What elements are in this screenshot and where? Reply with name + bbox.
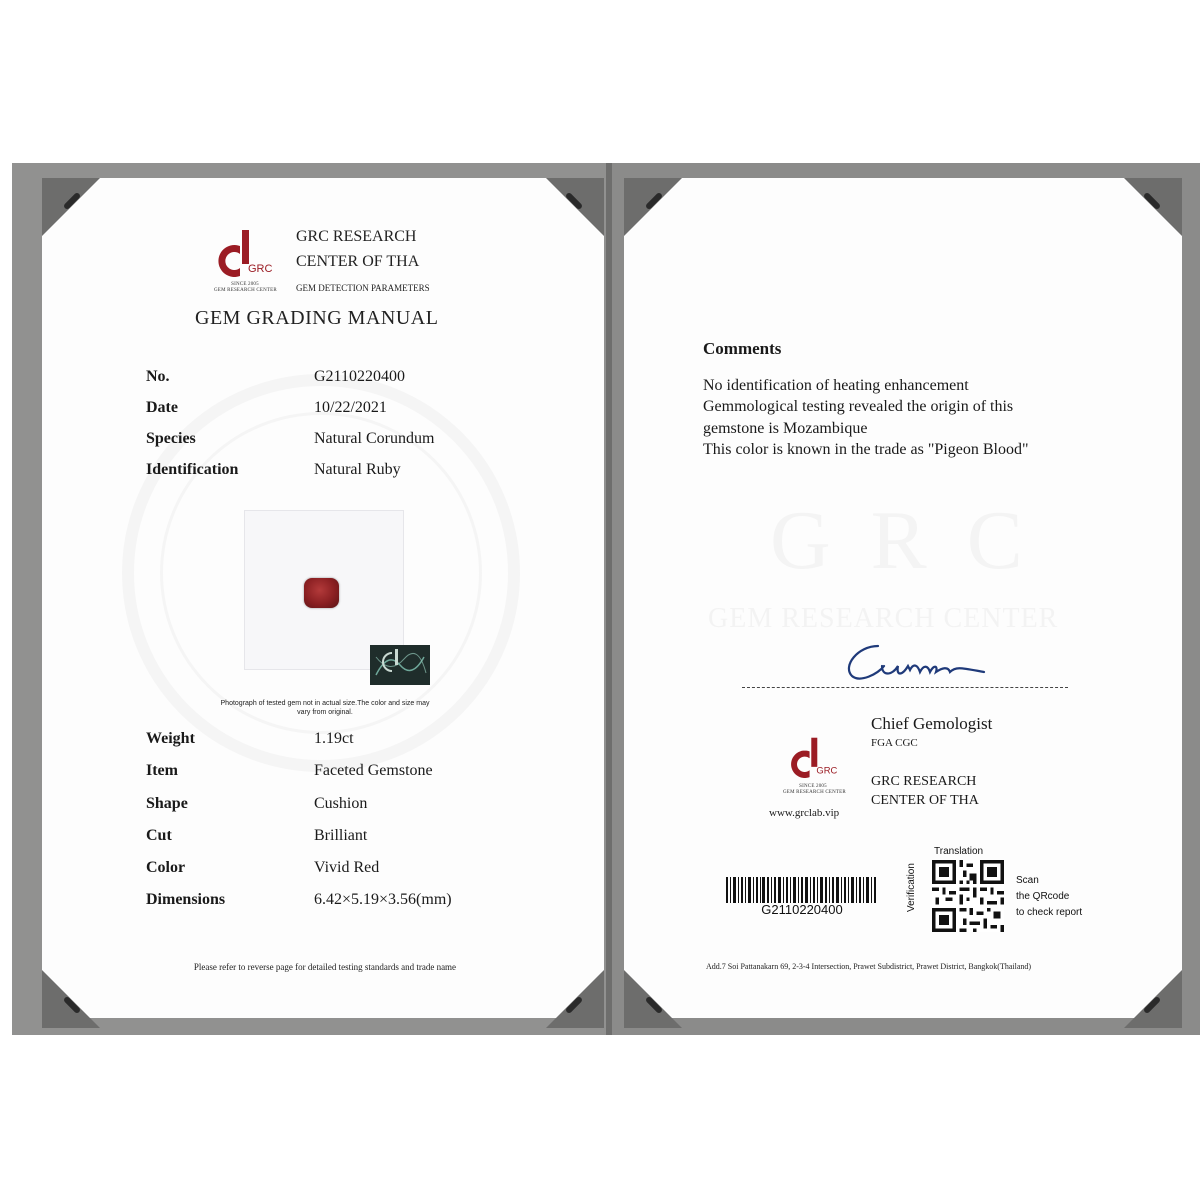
logo-tagline: [214, 282, 276, 294]
field-value-item: Faceted Gemstone: [314, 762, 433, 779]
qr-code-icon[interactable]: [932, 860, 1004, 932]
field-value-no: G2110220400: [314, 368, 405, 385]
field-value-identification: Natural Ruby: [314, 461, 401, 478]
watermark-gem-research-center: GEM RESEARCH CENTER: [708, 603, 1059, 634]
logo-tagline-line2: GEM RESEARCH CENTER: [214, 288, 277, 293]
field-value-dimensions: 6.42×5.19×3.56(mm): [314, 891, 452, 908]
field-value-date: 10/22/2021: [314, 399, 387, 416]
lab-address: Add.7 Soi Pattanakarn 69, 2-3-4 Intersection, Prawet Subdistrict, Prawet District, Bangkok(Thailand): [706, 962, 1032, 971]
field-value-species: Natural Corundum: [314, 430, 435, 447]
qr-hint-line1: Scan: [1016, 875, 1039, 886]
field-value-weight: 1.19ct: [314, 730, 354, 747]
signature-line: [742, 687, 1068, 688]
field-label-shape: Shape: [146, 795, 188, 812]
comments-title: Comments: [703, 339, 782, 358]
lab-name: [296, 224, 419, 274]
field-label-date: Date: [146, 399, 178, 416]
field-label-no: No.: [146, 368, 170, 385]
field-label-species: Species: [146, 430, 196, 447]
comment-line-1: No identification of heating enhancement: [703, 377, 969, 394]
qr-hint-line3: to check report: [1016, 907, 1083, 918]
logo-tagline-line1: SINCE 2005: [231, 282, 259, 287]
comment-line-4: This color is known in the trade as "Pigeon Blood": [703, 441, 1029, 458]
signer-title: Chief Gemologist: [871, 714, 993, 733]
field-value-color: Vivid Red: [314, 859, 380, 876]
barcode-number: G2110220400: [761, 902, 843, 917]
lab-name-right: [871, 772, 979, 810]
lab-name-line2: CENTER OF THA: [296, 253, 420, 270]
qr-translation-label: Translation: [934, 846, 984, 857]
document-title: GEM GRADING MANUAL: [195, 307, 439, 329]
field-label-cut: Cut: [146, 827, 172, 844]
logo-tagline-small-line2: GEM RESEARCH CENTER: [783, 790, 846, 795]
field-label-identification: Identification: [146, 461, 239, 478]
photo-caption: Photograph of tested gem not in actual size.The color and size may vary from original.: [220, 700, 430, 716]
lab-subtitle: GEM DETECTION PARAMETERS: [296, 283, 430, 293]
website-link[interactable]: www.grclab.vip: [769, 807, 840, 819]
signer-credentials: FGA CGC: [871, 737, 918, 749]
grc-logo-icon-small: [790, 736, 836, 784]
field-label-item: Item: [146, 762, 178, 779]
grc-logo-icon: [218, 228, 273, 284]
qr-hint-line2: the QRcode: [1016, 891, 1070, 902]
field-value-shape: Cushion: [314, 795, 368, 812]
field-label-dimensions: Dimensions: [146, 891, 226, 908]
signature-image: [838, 636, 988, 686]
logo-tagline-small: [783, 784, 846, 796]
hologram-sticker-icon: [370, 645, 430, 685]
barcode-icon: [726, 877, 878, 903]
qr-hint: [1016, 873, 1082, 921]
comment-line-3: gemstone is Mozambique: [703, 420, 868, 437]
field-label-color: Color: [146, 859, 186, 876]
logo-text-small: GRC: [816, 764, 838, 776]
watermark-grc: GRC: [770, 494, 1063, 587]
logo-tagline-small-line1: SINCE 2005: [799, 784, 827, 789]
field-label-weight: Weight: [146, 730, 195, 747]
lab-name-right-line1: GRC RESEARCH: [871, 774, 977, 789]
comment-line-2: Gemmological testing revealed the origin of this: [703, 398, 1014, 415]
qr-verification-label: Verification: [906, 863, 917, 912]
field-value-cut: Brilliant: [314, 827, 368, 844]
lab-name-right-line2: CENTER OF THA: [871, 793, 979, 808]
left-page-footer: Please refer to reverse page for detailed testing standards and trade name: [193, 962, 457, 972]
logo-text: GRC: [248, 263, 273, 275]
lab-name-line1: GRC RESEARCH: [296, 228, 417, 245]
right-page: [624, 178, 1182, 1018]
ruby-gem-image: [304, 578, 339, 608]
